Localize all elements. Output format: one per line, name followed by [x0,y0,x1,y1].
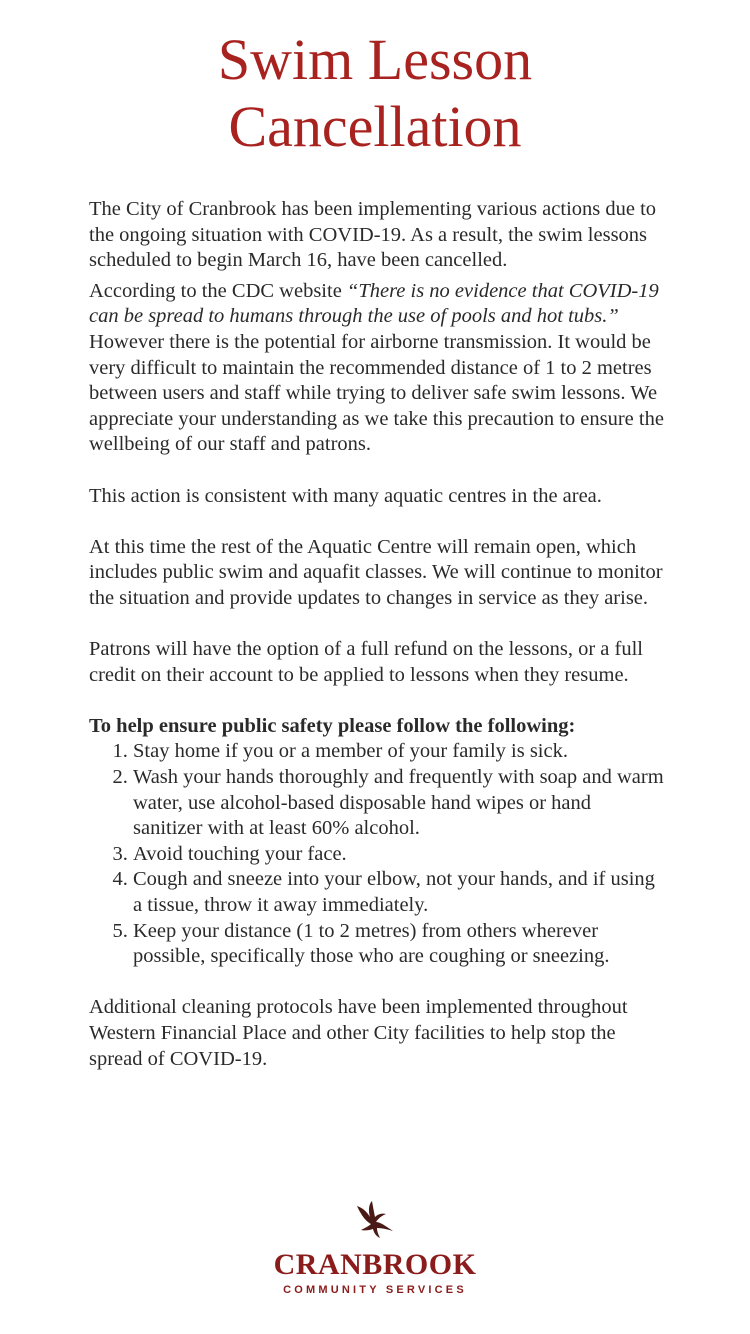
logo-wordmark: CRANBROOK [273,1248,477,1281]
cdc-paragraph [89,279,664,458]
consistent-paragraph: This action is consistent with many aquatic centres in the area. [89,484,602,507]
cranbrook-logo [0,1200,750,1296]
cdc-lead: According to the CDC website [89,279,347,302]
refund-paragraph: Patrons will have the option of a full refund on the lessons, or a full credit on their account to be applied to lessons when they resume. [89,638,643,686]
cleaning-paragraph: Additional cleaning protocols have been implemented throughout Western Financial Place and other City facilities to help stop the spread of COVID-19. [89,996,628,1070]
page-title [0,26,750,160]
list-item: 5. Keep your distance (1 to 2 metres) from others wherever possible, specifically those who are coughing or sneezing. [133,919,664,970]
list-item: 3. Avoid touching your face. [133,842,664,868]
notice-body [89,197,664,1072]
logo-tagline: COMMUNITY SERVICES [283,1284,467,1296]
title-line-2: Cancellation [228,94,522,159]
eagle-icon [353,1200,397,1240]
safety-heading: To help ensure public safety please follow the following: [89,714,576,737]
list-item: 1. Stay home if you or a member of your family is sick. [133,739,664,765]
cdc-quote: “There is no evidence that COVID-19 can be spread to humans through the use of pools and hot tubs.” [89,279,659,328]
safety-list [89,739,664,969]
intro-paragraph: The City of Cranbrook has been implementing various actions due to the ongoing situation with COVID-19. As a result, the swim lessons scheduled to begin March 16, have been cancelled. [89,198,657,272]
title-line-1: Swim Lesson [217,27,533,92]
cdc-rest: However there is the potential for airborne transmission. It would be very difficult to maintain the recommended distance of 1 to 2 metres between users and staff while trying to deliver safe swim lessons. We appreciate your understanding as we take this precaution to ensure the wellbeing of our staff and patrons. [89,330,664,456]
list-item: 4. Cough and sneeze into your elbow, not your hands, and if using a tissue, throw it away immediately. [133,867,664,918]
open-paragraph: At this time the rest of the Aquatic Centre will remain open, which includes public swim and aquafit classes. We will continue to monitor the situation and provide updates to changes in service as they arise. [89,535,663,609]
list-item: 2. Wash your hands thoroughly and frequently with soap and warm water, use alcohol-based disposable hand wipes or hand sanitizer with at least 60% alcohol. [133,765,664,842]
